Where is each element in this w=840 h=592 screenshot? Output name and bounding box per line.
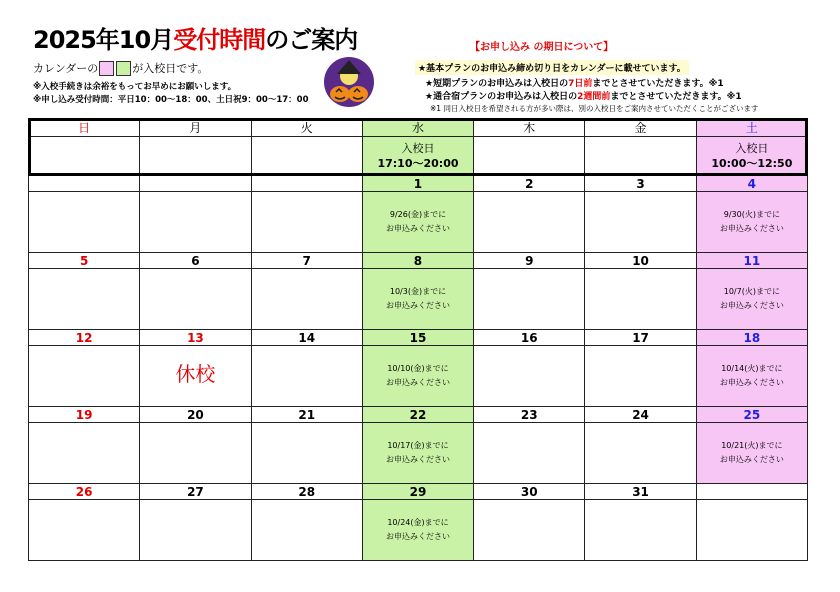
day-number	[29, 176, 140, 192]
deadline-text: お申込みください	[385, 532, 450, 541]
day-number: 16	[474, 330, 585, 346]
pink-swatch	[99, 61, 114, 76]
day-cell	[251, 269, 362, 330]
date-number-row	[29, 253, 808, 269]
weekday-sun: 日	[29, 119, 140, 137]
day-number: 5	[29, 253, 140, 269]
page-title	[33, 20, 357, 55]
deadline-text: 9/30(火)までに	[723, 210, 780, 219]
deadline-text: お申込みください	[385, 378, 450, 387]
day-cell	[696, 423, 807, 484]
date-body-row	[29, 269, 808, 330]
title-tail: のご案内	[265, 26, 358, 54]
day-cell	[251, 192, 362, 253]
day-cell	[585, 346, 696, 407]
day-number	[251, 176, 362, 192]
rule-short-plan: ★短期プランのお申込みは入校日の7日前までとさせていただきます。※1	[425, 79, 724, 89]
day-number: 25	[696, 407, 807, 423]
enrollment-times-row	[29, 137, 808, 176]
day-number	[696, 484, 807, 500]
day-number: 17	[585, 330, 696, 346]
day-number: 28	[251, 484, 362, 500]
legend-prefix: カレンダーの	[33, 62, 99, 75]
day-number: 27	[140, 484, 251, 500]
green-swatch	[116, 61, 131, 76]
day-cell	[140, 346, 251, 407]
day-cell	[29, 269, 140, 330]
day-cell	[696, 500, 807, 561]
day-cell	[474, 500, 585, 561]
day-number: 18	[696, 330, 807, 346]
day-number: 22	[362, 407, 473, 423]
day-number: 8	[362, 253, 473, 269]
day-cell	[696, 269, 807, 330]
day-number: 30	[474, 484, 585, 500]
rule-commute-plan: ★通合宿プランのお申込みは入校日の2週間前までとさせていただきます。※1	[425, 92, 742, 102]
deadline-note-heading: 【お申し込み の期日について】	[470, 42, 614, 53]
day-cell	[29, 500, 140, 561]
day-number: 2	[474, 176, 585, 192]
day-cell	[29, 192, 140, 253]
day-cell	[140, 423, 251, 484]
weekday-wed: 水	[362, 119, 473, 137]
day-cell	[140, 500, 251, 561]
day-number: 20	[140, 407, 251, 423]
day-number: 26	[29, 484, 140, 500]
day-number: 31	[585, 484, 696, 500]
day-cell	[696, 192, 807, 253]
date-body-row	[29, 192, 808, 253]
deadline-text: 10/17(金)までに	[387, 441, 449, 450]
closed-label: 休校	[175, 361, 216, 386]
deadline-text: お申込みください	[385, 301, 450, 310]
title-year-month: 2025年10月	[33, 26, 174, 54]
day-cell	[474, 346, 585, 407]
legend	[33, 60, 208, 76]
weekday-fri: 金	[585, 119, 696, 137]
day-number: 21	[251, 407, 362, 423]
day-cell	[251, 500, 362, 561]
sat-enrollment-cell: 入校日 10:00〜12:50	[696, 137, 807, 176]
day-number: 11	[696, 253, 807, 269]
note-line-1: ※入校手続きは余裕をもってお早めにお願いします。	[33, 82, 237, 92]
day-cell	[29, 423, 140, 484]
weekday-header-row	[29, 119, 808, 137]
day-cell	[474, 423, 585, 484]
deadline-text: 10/10(金)までに	[387, 364, 449, 373]
day-number: 10	[585, 253, 696, 269]
day-cell	[362, 423, 473, 484]
deadline-text: 10/7(火)までに	[723, 287, 780, 296]
day-number: 29	[362, 484, 473, 500]
deadline-text: 10/3(金)までに	[389, 287, 447, 296]
day-number: 3	[585, 176, 696, 192]
deadline-text: お申込みください	[385, 224, 450, 233]
day-cell	[29, 346, 140, 407]
date-body-row	[29, 346, 808, 407]
note-line-2: ※申し込み受付時間：平日10：00〜18：00、土日祝9：00〜17：00	[33, 95, 309, 105]
day-cell	[585, 269, 696, 330]
day-cell	[140, 192, 251, 253]
day-cell	[585, 192, 696, 253]
day-cell	[474, 269, 585, 330]
weekday-thu: 木	[474, 119, 585, 137]
date-body-row	[29, 423, 808, 484]
day-number: 23	[474, 407, 585, 423]
deadline-text: お申込みください	[719, 301, 784, 310]
day-cell	[251, 346, 362, 407]
date-body-row	[29, 500, 808, 561]
day-number: 19	[29, 407, 140, 423]
day-number	[140, 176, 251, 192]
deadline-text: お申込みください	[719, 378, 784, 387]
deadline-text: お申込みください	[719, 224, 784, 233]
day-number: 4	[696, 176, 807, 192]
day-cell	[474, 192, 585, 253]
day-cell	[251, 423, 362, 484]
day-number: 6	[140, 253, 251, 269]
weekday-sat: 土	[696, 119, 807, 137]
day-cell	[362, 346, 473, 407]
deadline-text: お申込みください	[385, 455, 450, 464]
rule-footnote: ※1 同日入校日を希望される方が多い際は、別の入校日をご案内させていただくことがございます	[430, 104, 759, 113]
calendar-table	[28, 118, 808, 561]
wed-enrollment-cell: 入校日 17:10〜20:00	[362, 137, 473, 176]
deadline-text: 10/24(金)までに	[387, 518, 449, 527]
halloween-pumpkins-icon	[318, 56, 380, 108]
day-cell	[362, 192, 473, 253]
deadline-text: 10/14(火)までに	[721, 364, 783, 373]
title-highlight: 受付時間	[173, 26, 266, 54]
legend-suffix: が入校日です。	[132, 62, 209, 75]
date-number-row	[29, 484, 808, 500]
day-cell	[362, 269, 473, 330]
day-cell	[140, 269, 251, 330]
day-cell	[362, 500, 473, 561]
day-number: 7	[251, 253, 362, 269]
rule-basic-plan: ★基本プランのお申込み締め切り日をカレンダーに載せています。	[415, 60, 689, 75]
day-number: 14	[251, 330, 362, 346]
deadline-text: お申込みください	[719, 455, 784, 464]
deadline-text: 9/26(金)までに	[389, 210, 447, 219]
weekday-tue: 火	[251, 119, 362, 137]
day-number: 9	[474, 253, 585, 269]
date-number-row	[29, 330, 808, 346]
day-number: 1	[362, 176, 473, 192]
date-number-row	[29, 176, 808, 192]
day-number: 24	[585, 407, 696, 423]
day-cell	[585, 423, 696, 484]
day-number: 15	[362, 330, 473, 346]
day-number: 13	[140, 330, 251, 346]
day-number: 12	[29, 330, 140, 346]
day-cell	[696, 346, 807, 407]
deadline-text: 10/21(火)までに	[721, 441, 783, 450]
weekday-mon: 月	[140, 119, 251, 137]
date-number-row	[29, 407, 808, 423]
day-cell	[585, 500, 696, 561]
